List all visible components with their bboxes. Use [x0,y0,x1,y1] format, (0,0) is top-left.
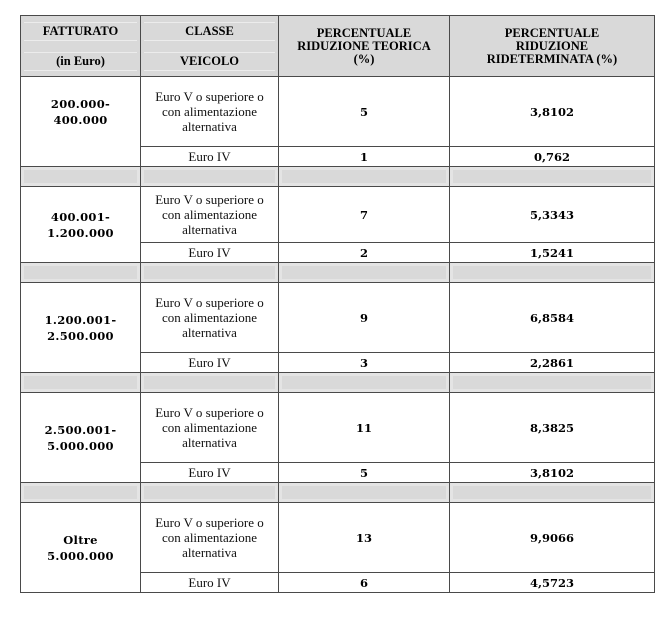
classe-line: Euro V o superiore o [155,89,264,104]
classe-line: Euro V o superiore o [155,295,264,310]
teorica-cell: 3 [279,353,450,373]
header-fatturato [21,16,141,77]
separator-row [21,263,655,283]
classe-line: Euro V o superiore o [155,515,264,530]
header-classe-line: VEICOLO [144,52,275,71]
table-row [21,77,655,147]
classe-line: alternativa [182,325,237,340]
rideterminata-cell: 2,2861 [450,353,655,373]
fatturato-range-cell [21,393,141,483]
range-line: 400.000 [53,112,108,127]
range-line: 200.000- [50,96,111,111]
range-line: 5.000.000 [47,438,114,453]
classe-line: Euro V o superiore o [155,405,264,420]
range-line: 2.500.000 [47,328,114,343]
classe-cell: Euro IV [141,463,279,483]
classe-cell: Euro IV [141,573,279,593]
rideterminata-cell: 1,5241 [450,243,655,263]
rideterminata-cell: 4,5723 [450,573,655,593]
riduzioni-table [20,15,655,593]
rideterminata-cell: 3,8102 [450,463,655,483]
classe-cell: Euro IV [141,147,279,167]
rideterminata-cell: 0,762 [450,147,655,167]
rideterminata-cell: 8,3825 [450,393,655,463]
header-teorica [279,16,450,77]
range-line: 2.500.001- [44,422,117,437]
fatturato-range-cell [21,503,141,593]
classe-cell [141,283,279,353]
teorica-cell: 1 [279,147,450,167]
separator-row [21,483,655,503]
table-row [21,283,655,353]
header-rideterminata-line: RIDETERMINATA (%) [486,51,618,66]
separator-row [21,167,655,187]
teorica-cell: 7 [279,187,450,243]
header-classe-line: CLASSE [144,22,275,41]
classe-line: con alimentazione [162,310,257,325]
rideterminata-cell: 6,8584 [450,283,655,353]
fatturato-range-cell [21,77,141,167]
range-line: 400.001- [50,209,111,224]
header-teorica-line: (%) [353,51,375,66]
table-row [21,503,655,573]
range-line: 1.200.001- [44,312,117,327]
header-row [21,16,655,77]
classe-line: con alimentazione [162,207,257,222]
header-classe [141,16,279,77]
classe-cell: Euro IV [141,353,279,373]
rideterminata-cell: 5,3343 [450,187,655,243]
fatturato-range-cell [21,187,141,263]
header-fatturato-line: (in Euro) [24,52,137,71]
header-rideterminata-line: PERCENTUALE [504,25,600,40]
teorica-cell: 11 [279,393,450,463]
header-rideterminata-line: RIDUZIONE [515,38,589,53]
classe-line: con alimentazione [162,530,257,545]
range-line: 5.000.000 [47,548,114,563]
table-row [21,187,655,243]
classe-line: Euro V o superiore o [155,192,264,207]
rideterminata-cell: 3,8102 [450,77,655,147]
teorica-cell: 2 [279,243,450,263]
classe-line: alternativa [182,119,237,134]
classe-cell [141,393,279,463]
teorica-cell: 9 [279,283,450,353]
separator-row [21,373,655,393]
classe-cell: Euro IV [141,243,279,263]
rideterminata-cell: 9,9066 [450,503,655,573]
header-teorica-line: RIDUZIONE TEORICA [297,38,431,53]
header-teorica-line: PERCENTUALE [316,25,412,40]
teorica-cell: 5 [279,77,450,147]
classe-line: alternativa [182,545,237,560]
classe-cell [141,77,279,147]
classe-line: alternativa [182,222,237,237]
classe-cell [141,503,279,573]
header-rideterminata [450,16,655,77]
teorica-cell: 6 [279,573,450,593]
header-fatturato-line: FATTURATO [24,22,137,41]
table-row [21,393,655,463]
classe-line: alternativa [182,435,237,450]
teorica-cell: 13 [279,503,450,573]
range-line: Oltre [63,532,98,547]
classe-cell [141,187,279,243]
table-body [21,77,655,593]
fatturato-range-cell [21,283,141,373]
teorica-cell: 5 [279,463,450,483]
classe-line: con alimentazione [162,104,257,119]
classe-line: con alimentazione [162,420,257,435]
range-line: 1.200.000 [47,225,114,240]
